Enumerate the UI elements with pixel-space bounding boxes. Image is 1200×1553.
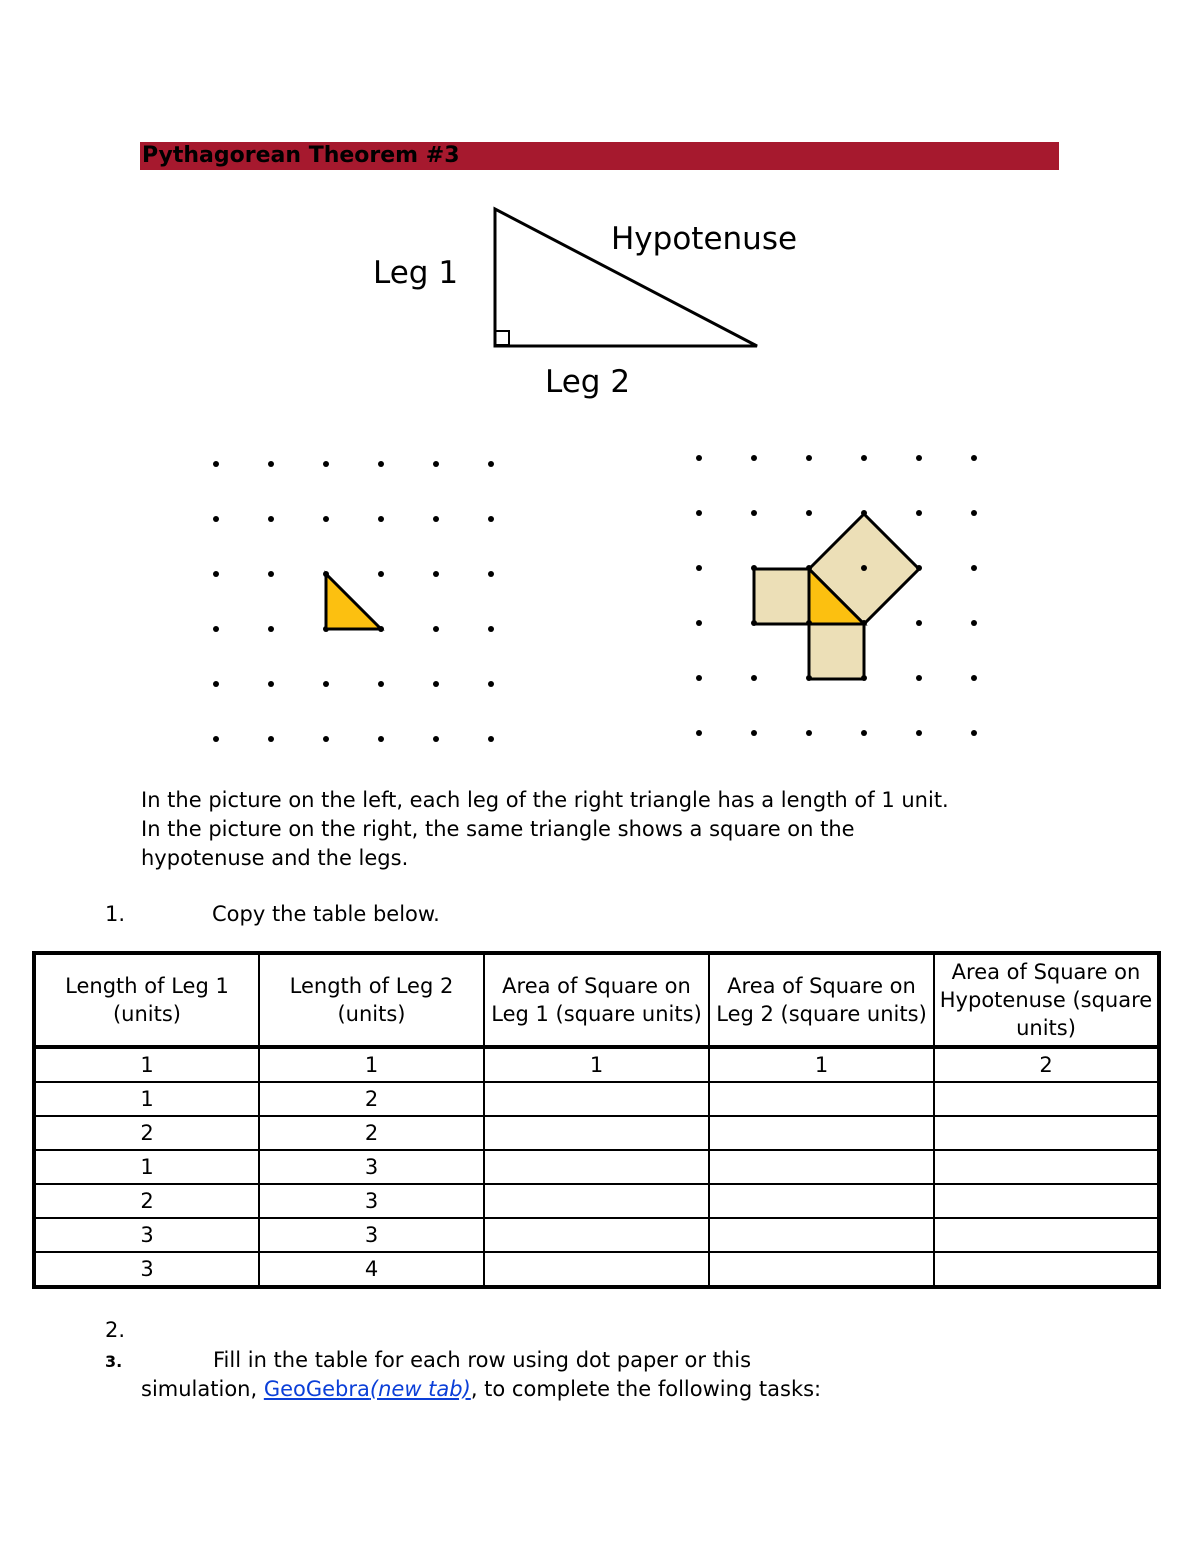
grid-dot [696,455,702,461]
grid-dot [268,681,274,687]
table-cell: 3 [259,1218,484,1252]
step-1-number: 1. [105,902,126,926]
step-2 [105,1318,125,1342]
table-cell[interactable] [709,1150,934,1184]
table-cell[interactable] [484,1218,709,1252]
table-cell[interactable] [484,1150,709,1184]
table-row [34,1082,1159,1116]
grid-dot [861,620,867,626]
table-cell[interactable] [484,1116,709,1150]
grid-dot [378,736,384,742]
step-3-text: Fill in the table for each row using dot paper or this [213,1348,752,1372]
table-cell[interactable] [934,1150,1159,1184]
leg1-square [754,569,809,624]
table-cell[interactable] [484,1184,709,1218]
table-cell[interactable] [934,1184,1159,1218]
header-leg1-area: Area of Square on Leg 1 (square units) [484,953,709,1047]
grid-dot [213,681,219,687]
table-cell[interactable] [709,1218,934,1252]
table-cell[interactable] [709,1082,934,1116]
grid-dot [378,681,384,687]
grid-dot [861,565,867,571]
grid-dot [433,681,439,687]
grid-dot [433,571,439,577]
grid-dot [916,675,922,681]
table-row [34,1218,1159,1252]
table-cell[interactable] [484,1082,709,1116]
geogebra-link-note: (new tab) [369,1377,471,1401]
grid-dot [378,516,384,522]
grid-dot [433,626,439,632]
header-leg2-length: Length of Leg 2 (units) [259,953,484,1047]
grid-dot [751,675,757,681]
table-cell[interactable] [934,1082,1159,1116]
grid-dot [488,516,494,522]
grid-dot [433,736,439,742]
grid-dot [488,461,494,467]
table-cell[interactable] [709,1184,934,1218]
grid-dot [488,736,494,742]
table-cell[interactable] [709,1252,934,1287]
grid-dot [696,675,702,681]
grid-dot [696,565,702,571]
grid-dot [268,461,274,467]
unit-triangle-left [326,574,381,629]
intro-line-3: hypotenuse and the legs. [141,846,409,870]
grid-dot [806,675,812,681]
grid-dot [751,510,757,516]
grid-dot [971,565,977,571]
grid-dot [696,730,702,736]
grid-dot [378,461,384,467]
grid-dot [488,571,494,577]
header-leg1-length: Length of Leg 1 (units) [34,953,259,1047]
grid-dot [696,620,702,626]
grid-dot [213,461,219,467]
step-3-continuation [141,1377,821,1401]
table-cell[interactable] [709,1116,934,1150]
step-1 [105,902,440,926]
table-cell: 1 [34,1047,259,1082]
grid-dot [268,571,274,577]
step-3-number: 3. [105,1352,123,1371]
step-3-cont-before: simulation, [141,1377,264,1401]
grid-dot [488,626,494,632]
grid-dot [916,730,922,736]
intro-line-2: In the picture on the right, the same triangle shows a square on the [141,817,855,841]
grid-dot [323,516,329,522]
grid-dot [323,461,329,467]
grid-dot [806,565,812,571]
grid-dot [433,516,439,522]
right-angle-marker [495,331,509,345]
grid-dot [971,620,977,626]
table-row [34,1252,1159,1287]
table-cell: 1 [709,1047,934,1082]
grid-dot [971,730,977,736]
geogebra-link-text: GeoGebra [263,1377,370,1401]
header-leg2-area: Area of Square on Leg 2 (square units) [709,953,934,1047]
table-cell: 3 [259,1150,484,1184]
geogebra-link[interactable] [264,1377,471,1401]
table-cell: 3 [34,1218,259,1252]
grid-dot [696,510,702,516]
hypotenuse-label: Hypotenuse [611,221,798,257]
table-cell[interactable] [934,1116,1159,1150]
grid-dot [971,675,977,681]
table-cell: 2 [34,1184,259,1218]
grid-dot [916,565,922,571]
table-row [34,1150,1159,1184]
step-1-text: Copy the table below. [212,902,440,926]
grid-dot [323,736,329,742]
table-cell[interactable] [934,1218,1159,1252]
table-cell: 2 [259,1116,484,1150]
table-row [34,1047,1159,1082]
table-cell: 1 [259,1047,484,1082]
grid-dot [806,620,812,626]
leg1-label: Leg 1 [373,255,459,291]
table-cell: 2 [34,1116,259,1150]
grid-dot [806,510,812,516]
table-cell: 4 [259,1252,484,1287]
pythagorean-table [32,951,1161,1289]
page-title: Pythagorean Theorem #3 [142,143,460,168]
labeled-right-triangle [373,209,797,400]
table-row [34,1184,1159,1218]
grid-dot [751,620,757,626]
grid-dot [378,571,384,577]
leg2-square [809,624,864,679]
grid-dot [971,510,977,516]
grid-dot [806,455,812,461]
intro-line-1: In the picture on the left, each leg of the right triangle has a length of 1 unit. [141,788,949,812]
step-3 [105,1348,752,1372]
grid-dot [213,571,219,577]
grid-dot [213,736,219,742]
grid-dot [433,461,439,467]
table-cell: 3 [34,1252,259,1287]
grid-dot [861,455,867,461]
leg2-label: Leg 2 [545,364,631,400]
grid-dot [751,565,757,571]
right-squares-figure [754,514,919,679]
grid-dot [916,620,922,626]
table-cell[interactable] [934,1252,1159,1287]
table-cell: 2 [259,1082,484,1116]
grid-dot [268,736,274,742]
grid-dot [861,510,867,516]
grid-dot [861,730,867,736]
table-row [34,1116,1159,1150]
table-cell: 2 [934,1047,1159,1082]
step-3-cont-after: , to complete the following tasks: [470,1377,822,1401]
grid-dot [213,626,219,632]
table-header-row [34,953,1159,1047]
grid-dot [806,730,812,736]
grid-dot [213,516,219,522]
grid-dot [488,681,494,687]
grid-dot [916,455,922,461]
grid-dot [323,681,329,687]
table-cell: 1 [34,1082,259,1116]
step-2-number: 2. [105,1318,126,1342]
table-cell: 3 [259,1184,484,1218]
header-hypotenuse-area: Area of Square on Hypotenuse (square units) [934,953,1159,1047]
table-cell[interactable] [484,1252,709,1287]
table-cell: 1 [484,1047,709,1082]
intro-paragraph [141,786,1081,873]
grid-dot [861,675,867,681]
grid-dot [751,730,757,736]
grid-dot [268,626,274,632]
grid-dot [916,510,922,516]
table-cell: 1 [34,1150,259,1184]
grid-dot [268,516,274,522]
grid-dot [971,455,977,461]
grid-dot [751,455,757,461]
